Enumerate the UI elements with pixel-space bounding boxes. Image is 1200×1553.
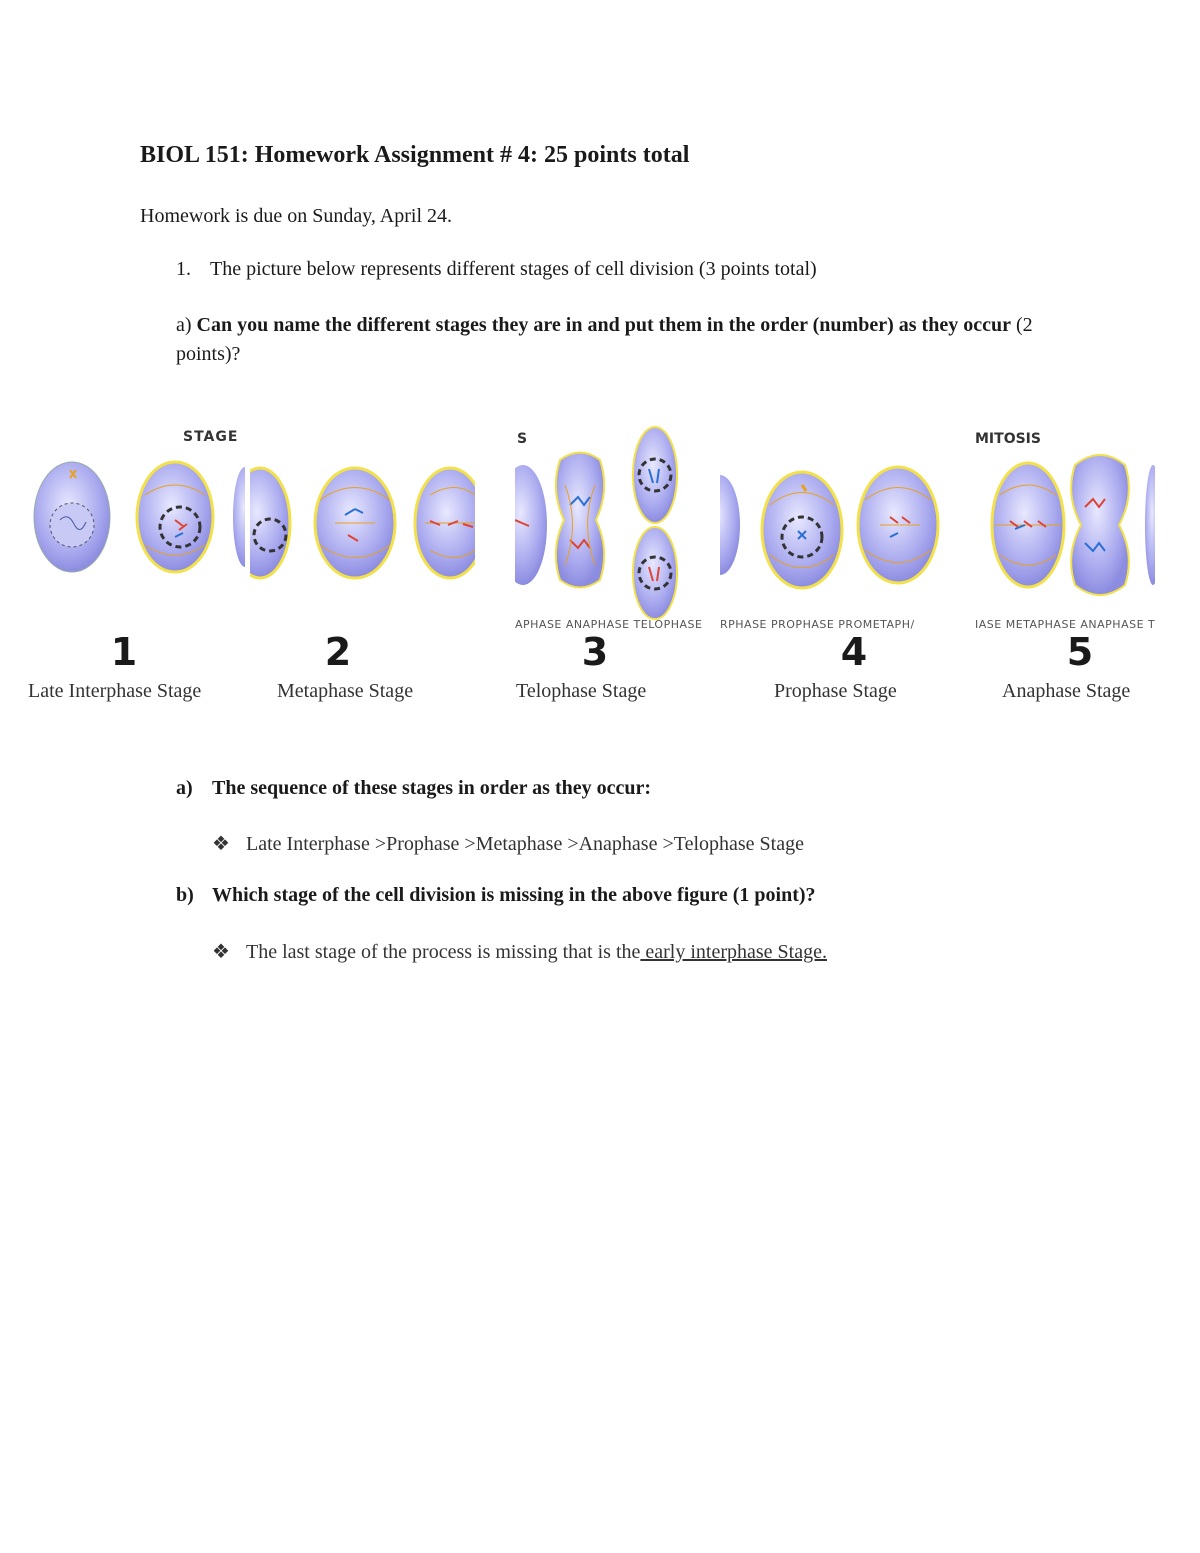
figure-caption-2: Metaphase Stage	[277, 680, 414, 702]
figure-header-3: MITOSIS	[975, 431, 1041, 447]
figure-strip-4: RPHASE PROPHASE PROMETAPH/	[720, 618, 915, 631]
figure-caption-4: Prophase Stage	[774, 680, 897, 702]
due-date: Homework is due on Sunday, April 24.	[140, 205, 453, 227]
bullet-icon: ❖	[212, 941, 230, 963]
figure-header-1: STAGE	[183, 429, 239, 445]
question-1a-suffix: (2 points)?	[176, 314, 1033, 365]
answer-b-bullet	[212, 939, 827, 964]
figure-number-1: 1	[110, 630, 138, 674]
figure-number-5: 5	[1066, 630, 1094, 674]
answer-a-label: a)	[176, 777, 193, 799]
answer-b-heading	[176, 884, 816, 907]
question-1a-bold: Can you name the different stages they are in and put them in the order (number) as they occur	[196, 314, 1011, 336]
figure-caption-3: Telophase Stage	[516, 680, 647, 702]
figure-strip-5: IASE METAPHASE ANAPHASE T	[975, 618, 1156, 631]
answer-a-text: The sequence of these stages in order as they occur:	[212, 777, 652, 799]
figure-panel-1	[20, 425, 245, 615]
answer-b-label: b)	[176, 884, 194, 906]
figure-number-2: 2	[324, 630, 352, 674]
answer-b-underlined: early interphase Stage.	[640, 941, 827, 963]
question-1a-prefix: a)	[176, 314, 197, 336]
figure-number-4: 4	[840, 630, 868, 674]
question-1a	[176, 311, 1076, 369]
figure-caption-5: Anaphase Stage	[1002, 680, 1131, 702]
answer-b-bullet-text: The last stage of the process is missing that is the	[246, 941, 641, 963]
question-1-text: The picture below represents different stages of cell division (3 points total)	[210, 258, 817, 280]
figure-panel-5	[975, 425, 1155, 615]
figure-strip-3: APHASE ANAPHASE TELOPHASE	[515, 618, 703, 631]
question-1	[176, 258, 817, 281]
answer-a-bullet	[212, 831, 804, 856]
question-1-number: 1.	[176, 258, 191, 280]
answer-a-heading	[176, 777, 651, 800]
figure-panel-3	[515, 425, 695, 620]
answer-b-text: Which stage of the cell division is missing in the above figure (1 point)?	[212, 884, 816, 906]
page-title: BIOL 151: Homework Assignment # 4: 25 points total	[140, 142, 690, 168]
figure-caption-1: Late Interphase Stage	[28, 680, 202, 702]
figure-header-2: S	[517, 431, 528, 447]
figure-panel-2	[250, 425, 475, 615]
figure-panel-4	[720, 425, 945, 610]
answer-a-bullet-text: Late Interphase >Prophase >Metaphase >Anaphase >Telophase Stage	[246, 833, 804, 855]
bullet-icon: ❖	[212, 833, 230, 855]
figure-number-3: 3	[581, 630, 609, 674]
